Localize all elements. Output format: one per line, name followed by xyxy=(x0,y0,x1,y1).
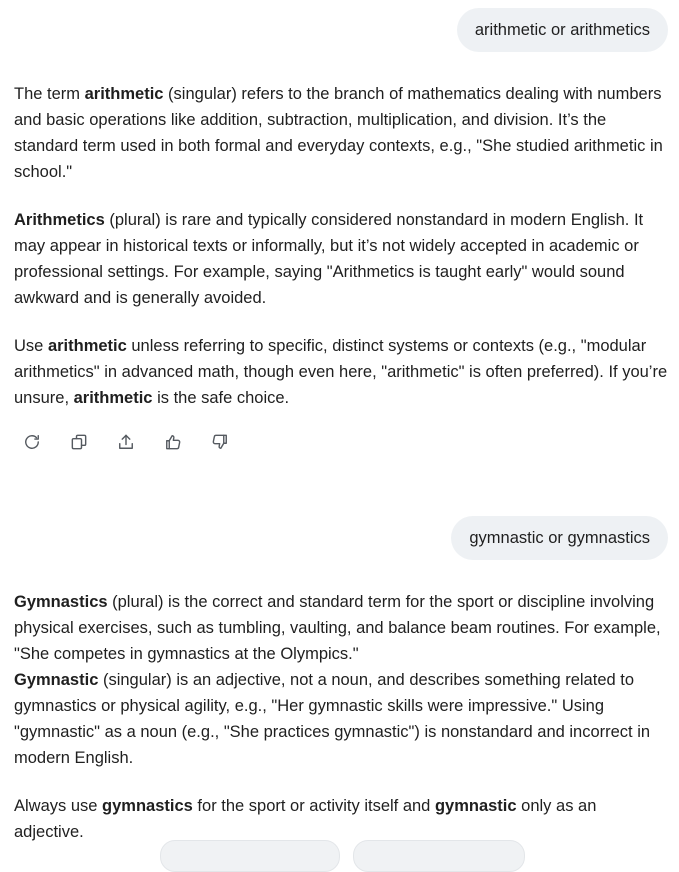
response-paragraph xyxy=(14,793,670,845)
suggestion-pill[interactable] xyxy=(160,840,340,872)
bold-term: arithmetic xyxy=(47,337,127,355)
text-span: The term xyxy=(14,85,85,103)
text-span: Always use xyxy=(14,797,103,815)
user-message-1 xyxy=(457,8,668,52)
response-paragraph xyxy=(14,333,670,411)
suggestion-pill[interactable] xyxy=(353,840,525,872)
text-span: (singular) refers to the branch of mathematics dealing with numbers and basic operations like addition, subtraction, multiplication, and division. It’s the standard term used in both formal and everyday contexts, e.g., "She studied arithmetic in school." xyxy=(14,85,663,181)
bold-term: arithmetic xyxy=(84,85,164,103)
copy-icon[interactable] xyxy=(67,430,91,454)
text-span: for the sport or activity itself and xyxy=(192,797,435,815)
text-span: Use xyxy=(14,337,48,355)
text-span: is the safe choice. xyxy=(152,389,290,407)
bold-term: Gymnastics xyxy=(14,593,108,611)
response-paragraph xyxy=(14,207,670,311)
bold-term: Gymnastic xyxy=(14,671,99,689)
share-icon[interactable] xyxy=(114,430,138,454)
text-span: only as an adjective. xyxy=(14,797,597,841)
bold-term: gymnastic xyxy=(434,797,517,815)
text-span: (singular) is an adjective, not a noun, and describes something related to gymnastics or physical agility, e.g., "Her gymnastic skills were impressive." Using "gymnastic" as a noun (e.g., "She practices gymnastic") is nonstandard and incorrect in modern English. xyxy=(14,671,651,767)
response-actions xyxy=(20,430,232,454)
assistant-response-2 xyxy=(14,589,670,845)
regenerate-icon[interactable] xyxy=(20,430,44,454)
user-message-bubble: gymnastic or gymnastics xyxy=(451,516,668,560)
bold-term: Arithmetics xyxy=(14,211,105,229)
response-paragraph xyxy=(14,589,670,771)
text-span: unless referring to specific, distinct systems or contexts (e.g., "modular arithmetics" in advanced math, though even here, "arithmetic" is often preferred). If you’re unsure, xyxy=(14,337,668,407)
user-message-2 xyxy=(451,516,668,560)
bold-term: gymnastics xyxy=(102,797,193,815)
thumbs-down-icon[interactable] xyxy=(208,430,232,454)
thumbs-up-icon[interactable] xyxy=(161,430,185,454)
response-paragraph xyxy=(14,81,670,185)
assistant-response-1 xyxy=(14,81,670,411)
bold-term: arithmetic xyxy=(73,389,153,407)
user-message-bubble: arithmetic or arithmetics xyxy=(457,8,668,52)
text-span: (plural) is the correct and standard term for the sport or discipline involving physical exercises, such as tumbling, vaulting, and balance beam routines. For example, "She competes in gymnastics at the Olympics." xyxy=(14,593,661,663)
text-span: (plural) is rare and typically considered nonstandard in modern English. It may appear in historical texts or informally, but it’s not widely accepted in academic or professional settings. For example, saying "Arithmetics is taught early" would sound awkward and is generally avoided. xyxy=(14,211,644,307)
